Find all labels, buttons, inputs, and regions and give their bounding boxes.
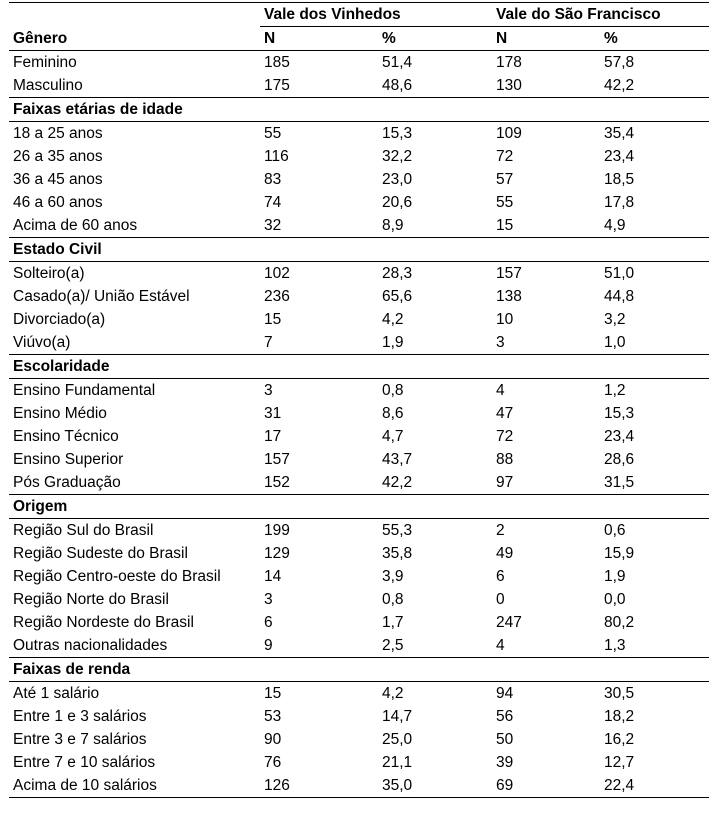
table-row xyxy=(9,682,709,706)
vale-dos-vinhedos-n: 199 xyxy=(264,522,290,539)
vale-dos-vinhedos-n: 9 xyxy=(264,637,273,654)
vale-dos-vinhedos-percent: 35,0 xyxy=(378,774,492,798)
section-title: Gênero xyxy=(9,27,260,51)
table-row xyxy=(9,51,709,75)
vale-do-sao-francisco-percent: 15,3 xyxy=(604,405,635,422)
table-row xyxy=(9,751,709,774)
vale-do-sao-francisco-n: 69 xyxy=(492,774,600,798)
row-label: Feminino xyxy=(13,54,77,71)
table-row xyxy=(9,565,709,588)
vale-do-sao-francisco-percent: 12,7 xyxy=(604,754,635,771)
vale-do-sao-francisco-n: 138 xyxy=(496,288,522,305)
vale-dos-vinhedos-n: 15 xyxy=(264,685,282,702)
vale-do-sao-francisco-n: 57 xyxy=(496,171,514,188)
table-row xyxy=(9,74,709,98)
row-label: Região Centro-oeste do Brasil xyxy=(13,568,221,585)
vale-do-sao-francisco-n: 56 xyxy=(496,708,514,725)
vale-do-sao-francisco-n: 72 xyxy=(496,428,514,445)
vale-dos-vinhedos-percent: 21,1 xyxy=(382,754,413,771)
demographics-table xyxy=(9,2,709,798)
section-header-row xyxy=(9,238,709,262)
vale-do-sao-francisco-n: 4 xyxy=(496,637,505,654)
vale-do-sao-francisco-n: 94 xyxy=(496,685,514,702)
section-header-row xyxy=(9,355,709,379)
vale-dos-vinhedos-percent: 15,3 xyxy=(382,125,413,142)
vale-do-sao-francisco-percent: 1,9 xyxy=(604,568,626,585)
table-row xyxy=(9,285,709,308)
vale-dos-vinhedos-percent: 55,3 xyxy=(382,522,413,539)
table-row xyxy=(9,122,709,146)
vale-do-sao-francisco-percent: 0,0 xyxy=(604,591,626,608)
vale-dos-vinhedos-percent: 4,2 xyxy=(382,311,404,328)
section-title: Estado Civil xyxy=(9,238,709,262)
row-label: Região Nordeste do Brasil xyxy=(13,614,194,631)
vale-do-sao-francisco-n: 3 xyxy=(496,334,505,351)
vale-do-sao-francisco-percent: 4,9 xyxy=(604,217,626,234)
vale-do-sao-francisco-percent: 31,5 xyxy=(604,474,635,491)
vale-dos-vinhedos-n: 15 xyxy=(264,311,282,328)
row-label: Região Sudeste do Brasil xyxy=(13,545,188,562)
vale-do-sao-francisco-percent: 3,2 xyxy=(604,311,626,328)
vale-do-sao-francisco-n: 178 xyxy=(496,54,522,71)
vale-do-sao-francisco-percent: 23,4 xyxy=(604,148,635,165)
vale-do-sao-francisco-percent: 42,2 xyxy=(604,77,635,94)
vale-do-sao-francisco-n: 47 xyxy=(496,405,514,422)
table-row xyxy=(9,588,709,611)
vale-do-sao-francisco-n: 15 xyxy=(496,217,514,234)
section-title: Faixas de renda xyxy=(9,658,709,682)
vale-do-sao-francisco-n: 72 xyxy=(496,148,514,165)
row-label: Outras nacionalidades xyxy=(13,637,168,654)
table-row xyxy=(9,168,709,191)
vale-dos-vinhedos-percent: 20,6 xyxy=(382,194,413,211)
vale-do-sao-francisco-n: 10 xyxy=(496,311,514,328)
table-row xyxy=(9,379,709,403)
vale-do-sao-francisco-percent: 18,2 xyxy=(604,708,635,725)
vale-do-sao-francisco-n: 50 xyxy=(496,731,514,748)
vale-do-sao-francisco-percent: 1,3 xyxy=(604,637,626,654)
vale-dos-vinhedos-n: 83 xyxy=(264,171,282,188)
vale-do-sao-francisco-percent: 1,0 xyxy=(604,334,626,351)
vale-do-sao-francisco-percent: 35,4 xyxy=(604,125,635,142)
row-label: Região Sul do Brasil xyxy=(13,522,154,539)
vale-dos-vinhedos-n: 116 xyxy=(264,148,289,165)
vale-do-sao-francisco-percent: 1,2 xyxy=(604,382,626,399)
column-header-percent: % xyxy=(600,27,709,51)
vale-dos-vinhedos-percent: 4,2 xyxy=(382,685,404,702)
vale-dos-vinhedos-n: 17 xyxy=(264,428,282,445)
section-title: Faixas etárias de idade xyxy=(9,98,709,122)
table-row xyxy=(9,728,709,751)
vale-dos-vinhedos-n: 102 xyxy=(264,265,290,282)
vale-dos-vinhedos-percent: 65,6 xyxy=(382,288,413,305)
row-label: Masculino xyxy=(13,77,83,94)
vale-do-sao-francisco-n: 55 xyxy=(496,194,514,211)
vale-dos-vinhedos-percent: 0,8 xyxy=(382,591,404,608)
table-row xyxy=(9,448,709,471)
header-row-groups xyxy=(9,3,709,27)
row-label: Divorciado(a) xyxy=(13,311,106,328)
vale-do-sao-francisco-percent: 30,5 xyxy=(604,685,635,702)
vale-dos-vinhedos-n: 76 xyxy=(264,754,282,771)
section-header-row xyxy=(9,658,709,682)
vale-do-sao-francisco-percent: 57,8 xyxy=(604,54,635,71)
section-header-row xyxy=(9,495,709,519)
row-label: Solteiro(a) xyxy=(13,265,85,282)
vale-dos-vinhedos-n: 6 xyxy=(264,614,273,631)
row-label: Ensino Técnico xyxy=(13,428,119,445)
vale-do-sao-francisco-percent: 80,2 xyxy=(604,614,635,631)
vale-dos-vinhedos-percent: 43,7 xyxy=(382,451,413,468)
vale-do-sao-francisco-n: 4 xyxy=(496,382,505,399)
row-label: Acima de 10 salários xyxy=(9,774,260,798)
vale-do-sao-francisco-n: 157 xyxy=(496,265,522,282)
row-label: Acima de 60 anos xyxy=(13,217,138,234)
vale-do-sao-francisco-n: 2 xyxy=(496,522,505,539)
vale-dos-vinhedos-n: 157 xyxy=(264,451,290,468)
vale-do-sao-francisco-percent: 23,4 xyxy=(604,428,635,445)
vale-dos-vinhedos-percent: 14,7 xyxy=(382,708,413,725)
vale-do-sao-francisco-percent: 44,8 xyxy=(604,288,635,305)
vale-dos-vinhedos-percent: 42,2 xyxy=(382,474,413,491)
table-row xyxy=(9,402,709,425)
vale-dos-vinhedos-percent: 32,2 xyxy=(382,148,413,165)
vale-dos-vinhedos-n: 126 xyxy=(260,774,378,798)
row-label: Viúvo(a) xyxy=(13,334,71,351)
vale-dos-vinhedos-percent: 2,5 xyxy=(382,637,404,654)
vale-do-sao-francisco-n: 97 xyxy=(496,474,514,491)
section-title: Origem xyxy=(9,495,709,519)
vale-do-sao-francisco-n: 88 xyxy=(496,451,514,468)
vale-dos-vinhedos-percent: 35,8 xyxy=(382,545,413,562)
vale-do-sao-francisco-percent: 28,6 xyxy=(604,451,635,468)
vale-dos-vinhedos-n: 3 xyxy=(264,382,273,399)
section-header-row xyxy=(9,98,709,122)
table-body xyxy=(9,51,709,798)
vale-do-sao-francisco-percent: 18,5 xyxy=(604,171,635,188)
table-row xyxy=(9,634,709,658)
vale-do-sao-francisco-n: 130 xyxy=(496,77,522,94)
header-empty-cell xyxy=(9,3,260,27)
row-label: Entre 1 e 3 salários xyxy=(13,708,147,725)
section-title: Escolaridade xyxy=(9,355,709,379)
table-row xyxy=(9,705,709,728)
vale-do-sao-francisco-percent: 15,9 xyxy=(604,545,635,562)
vale-dos-vinhedos-percent: 1,7 xyxy=(382,614,404,631)
vale-dos-vinhedos-percent: 1,9 xyxy=(382,334,404,351)
row-label: Ensino Fundamental xyxy=(13,382,156,399)
vale-dos-vinhedos-percent: 28,3 xyxy=(382,265,413,282)
table-row xyxy=(9,191,709,214)
vale-dos-vinhedos-n: 90 xyxy=(264,731,282,748)
row-label: Entre 3 e 7 salários xyxy=(13,731,147,748)
vale-dos-vinhedos-n: 175 xyxy=(264,77,290,94)
vale-do-sao-francisco-percent: 0,6 xyxy=(604,522,626,539)
row-label: Região Norte do Brasil xyxy=(13,591,169,608)
row-label: 36 a 45 anos xyxy=(13,171,103,188)
vale-dos-vinhedos-percent: 25,0 xyxy=(382,731,413,748)
row-label: Entre 7 e 10 salários xyxy=(13,754,156,771)
vale-dos-vinhedos-percent: 23,0 xyxy=(382,171,413,188)
table-row xyxy=(9,611,709,634)
row-label: 26 a 35 anos xyxy=(13,148,103,165)
vale-do-sao-francisco-n: 0 xyxy=(496,591,505,608)
vale-dos-vinhedos-percent: 8,6 xyxy=(382,405,404,422)
vale-do-sao-francisco-percent: 17,8 xyxy=(604,194,635,211)
column-header-n: N xyxy=(492,27,600,51)
row-label: Ensino Médio xyxy=(13,405,107,422)
table-row xyxy=(9,214,709,238)
table-row xyxy=(9,308,709,331)
vale-do-sao-francisco-percent: 51,0 xyxy=(604,265,635,282)
column-header-n: N xyxy=(260,27,378,51)
vale-dos-vinhedos-percent: 3,9 xyxy=(382,568,404,585)
vale-do-sao-francisco-n: 247 xyxy=(496,614,522,631)
vale-dos-vinhedos-n: 236 xyxy=(264,288,290,305)
table-row xyxy=(9,425,709,448)
vale-dos-vinhedos-n: 55 xyxy=(264,125,282,142)
vale-dos-vinhedos-n: 14 xyxy=(264,568,282,585)
vale-dos-vinhedos-percent: 4,7 xyxy=(382,428,404,445)
vale-do-sao-francisco-n: 49 xyxy=(496,545,514,562)
vale-dos-vinhedos-n: 3 xyxy=(264,591,273,608)
vale-dos-vinhedos-n: 31 xyxy=(264,405,282,422)
vale-do-sao-francisco-n: 6 xyxy=(496,568,505,585)
row-label: Ensino Superior xyxy=(13,451,124,468)
vale-do-sao-francisco-percent: 22,4 xyxy=(600,774,709,798)
vale-do-sao-francisco-n: 109 xyxy=(496,125,522,142)
table-row xyxy=(9,542,709,565)
vale-dos-vinhedos-n: 152 xyxy=(264,474,290,491)
group-header-vale-do-sao-francisco: Vale do São Francisco xyxy=(492,3,709,27)
row-label: Casado(a)/ União Estável xyxy=(13,288,190,305)
table-row xyxy=(9,145,709,168)
vale-dos-vinhedos-n: 7 xyxy=(264,334,273,351)
vale-dos-vinhedos-n: 32 xyxy=(264,217,282,234)
column-header-percent: % xyxy=(378,27,492,51)
vale-dos-vinhedos-n: 185 xyxy=(264,54,290,71)
vale-dos-vinhedos-percent: 48,6 xyxy=(382,77,413,94)
row-label: 18 a 25 anos xyxy=(13,125,103,142)
vale-do-sao-francisco-percent: 16,2 xyxy=(604,731,635,748)
vale-dos-vinhedos-percent: 51,4 xyxy=(382,54,413,71)
table-row xyxy=(9,519,709,543)
vale-do-sao-francisco-n: 39 xyxy=(496,754,514,771)
vale-dos-vinhedos-n: 74 xyxy=(264,194,282,211)
vale-dos-vinhedos-n: 53 xyxy=(264,708,282,725)
table-row xyxy=(9,262,709,286)
vale-dos-vinhedos-n: 129 xyxy=(264,545,290,562)
row-label: Pós Graduação xyxy=(13,474,121,491)
table-row xyxy=(9,774,709,798)
table-row xyxy=(9,331,709,355)
header-row-columns xyxy=(9,27,709,51)
vale-dos-vinhedos-percent: 0,8 xyxy=(382,382,404,399)
row-label: 46 a 60 anos xyxy=(13,194,103,211)
vale-dos-vinhedos-percent: 8,9 xyxy=(382,217,404,234)
row-label: Até 1 salário xyxy=(13,685,100,702)
group-header-vale-dos-vinhedos: Vale dos Vinhedos xyxy=(260,3,492,27)
table-row xyxy=(9,471,709,495)
